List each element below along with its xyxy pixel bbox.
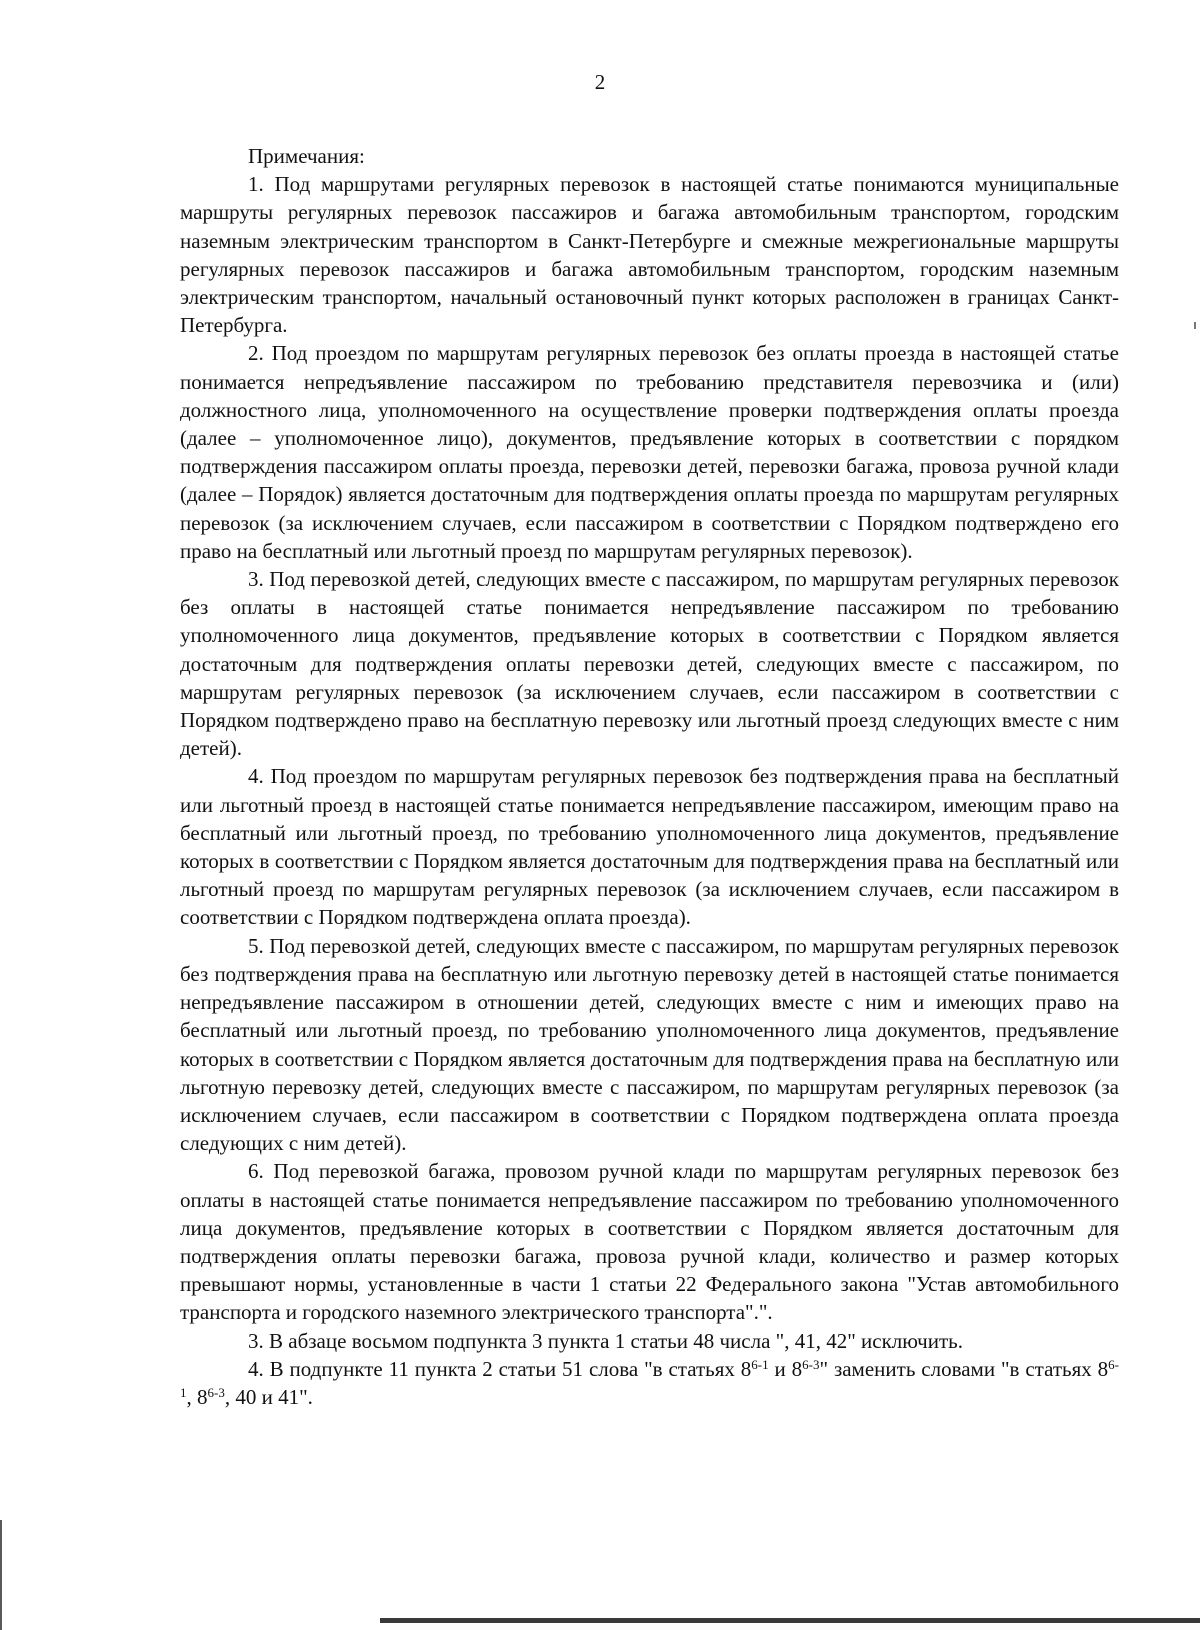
- document-body: [180, 142, 1119, 1411]
- amendment-4-text-2: и 8: [768, 1356, 803, 1381]
- amendment-4-sup-3: 6-1: [180, 1356, 1119, 1400]
- note-1: 1. Под маршрутами регулярных перевозок в настоящей статье понимаются муниципальные маршруты регулярных перевозок пассажиров и багажа автомобильным транспортом, городским наземным электрическим транспортом в Санкт-Петербурге и смежные межрегиональные маршруты регулярных перевозок пассажиров и багажа автомобильным транспортом, городским наземным электрическим транспортом, начальный остановочный пункт которых расположен в границах Санкт-Петербурга.: [180, 172, 1119, 338]
- note-3: 3. Под перевозкой детей, следующих вместе с пассажиром, по маршрутам регулярных перевозок без оплаты в настоящей статье понимается непредъявление пассажиром по требованию уполномоченного лица документов, предъявление которых в соответствии с Порядком является достаточным для подтверждения оплаты перевозки детей, следующих вместе с пассажиром, по маршрутам регулярных перевозок (за исключением случаев, если пассажиром в соответствии с Порядком подтверждено право на бесплатную перевозку или льготный проезд следующих вместе с ним детей).: [180, 567, 1119, 761]
- scan-edge-left: [0, 1520, 2, 1630]
- note-5: 5. Под перевозкой детей, следующих вместе с пассажиром, по маршрутам регулярных перевозок без подтверждения права на бесплатную или льготную перевозку детей в настоящей статье понимается непредъявление пассажиром в отношении детей, следующих вместе с ним и имеющих право на бесплатный или льготный проезд, по требованию уполномоченного лица документов, предъявление которых в соответствии с Порядком является достаточным для подтверждения права на бесплатную или льготную перевозку детей, следующих вместе с пассажиром, по маршрутам регулярных перевозок (за исключением случаев, если пассажиром в соответствии с Порядком подтверждена оплата проезда следующих с ним детей).: [180, 933, 1119, 1156]
- amendment-4: [180, 1355, 1119, 1411]
- amendment-3: 3. В абзаце восьмом подпункта 3 пункта 1 статьи 48 числа ", 41, 42" исключить.: [248, 1328, 963, 1353]
- notes-heading: Примечания:: [248, 144, 365, 168]
- amendment-4-text-1: 4. В подпункте 11 пункта 2 статьи 51 слова "в статьях 8: [248, 1356, 752, 1381]
- amendment-4-sup-4: 6-3: [207, 1384, 225, 1400]
- note-4: 4. Под проездом по маршрутам регулярных перевозок без подтверждения права на бесплатный или льготный проезд в настоящей статье понимается непредъявление пассажиром, имеющим право на бесплатный или льготный проезд, по требованию уполномоченного лица документов, предъявление которых в соответствии с Порядком является достаточным для подтверждения права на бесплатный или льготный проезд по маршрутам регулярных перевозок (за исключением случаев, если пассажиром в соответствии с Порядком подтверждена оплата проезда).: [180, 764, 1119, 930]
- amendment-4-sup-2: 6-3: [802, 1356, 820, 1372]
- amendment-4-text-3: " заменить словами "в статьях 8: [819, 1356, 1109, 1381]
- scan-speck: [1194, 322, 1196, 329]
- scan-edge-bottom: [380, 1618, 1200, 1623]
- amendment-4-text-5: , 40 и 41".: [224, 1384, 313, 1409]
- amendment-4-sup-1: 6-1: [751, 1356, 769, 1372]
- note-2: 2. Под проездом по маршрутам регулярных перевозок без оплаты проезда в настоящей статье понимается непредъявление пассажиром по требованию представителя перевозчика и (или) должностного лица, уполномоченного на осуществление проверки подтверждения оплаты проезда (далее – уполномоченное лицо), документов, предъявление которых в соответствии с порядком подтверждения пассажиром оплаты проезда, перевозки детей, перевозки багажа, провоза ручной клади (далее – Порядок) является достаточным для подтверждения оплаты проезда по маршрутам регулярных перевозок (за исключением случаев, если пассажиром в соответствии с Порядком подтверждено его право на бесплатный или льготный проезд по маршрутам регулярных перевозок).: [180, 341, 1119, 563]
- page-number: 2: [594, 70, 606, 94]
- amendment-4-text-4: , 8: [186, 1384, 208, 1409]
- note-6: 6. Под перевозкой багажа, провозом ручной клади по маршрутам регулярных перевозок без оплаты в настоящей статье понимается непредъявление пассажиром по требованию уполномоченного лица документов, предъявление которых в соответствии с Порядком является достаточным для подтверждения оплаты перевозки багажа, провоза ручной клади, количество и размер которых превышают нормы, установленные в части 1 статьи 22 Федерального закона "Устав автомобильного транспорта и городского наземного электрического транспорта".".: [180, 1159, 1119, 1325]
